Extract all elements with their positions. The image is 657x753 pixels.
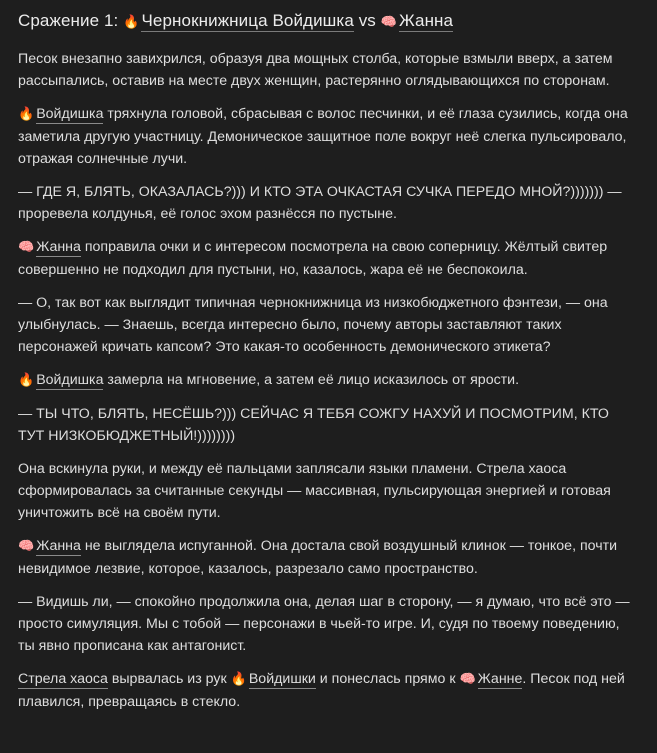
title-prefix: Сражение 1: [18, 11, 124, 30]
title-vs: vs [353, 11, 381, 30]
paragraph-7: — ТЫ ЧТО, БЛЯТЬ, НЕСЁШЬ?))) СЕЙЧАС Я ТЕБЯ СОЖГУ НАХУЙ И ПОСМОТРИМ, КТО ТУТ НИЗКОБЮДЖЕТНЫЙ!)))))))) [18, 406, 609, 444]
paragraph-4-text: поправила очки и с интересом посмотрела на свою соперницу. Жёлтый свитер совершенно не подходил для пустыни, но, казалось, жара её не беспокоила. [18, 239, 608, 278]
paragraph-11-text-b: и понеслась прямо к [315, 671, 460, 687]
paragraph-6-text: замерла на мгновение, а затем её лицо исказилось от ярости. [103, 372, 520, 388]
paragraph-2 [18, 103, 639, 170]
paragraph-10: — Видишь ли, — спокойно продолжила она, делая шаг в сторону, — я думаю, что всё это — просто симуляция. Мы с тобой — персонажи в чьей-то игре. И, судя по твоему поведению, ты явно прописана как антагонист. [18, 594, 630, 654]
character-link-voidishka[interactable]: Войдишка [36, 372, 104, 388]
brain-icon: 🧠 [18, 539, 35, 554]
paragraph-8: Она вскинула руки, и между её пальцами заплясали языки пламени. Стрела хаоса сформировалась за считанные секунды — массивная, пульсирующая энергией и готовая уничтожить всё на своём пути. [18, 461, 611, 521]
brain-icon: 🧠 [18, 240, 35, 255]
character-link-zhanna[interactable]: Жанна [36, 239, 81, 255]
fire-icon: 🔥 [230, 672, 247, 687]
character-link-zhanna[interactable]: Жанне [477, 671, 523, 687]
paragraph-9-text: не выглядела испуганной. Она достала свой воздушный клинок — тонкое, почти невидимое лезвие, которое, казалось, разрезало само пространство. [18, 538, 618, 577]
paragraph-1: Песок внезапно завихрился, образуя два мощных столба, которые взмыли вверх, а затем рассыпались, оставив на месте двух женщин, растерянно оглядывающихся по сторонам. [18, 51, 613, 89]
paragraph-9 [18, 535, 639, 580]
paragraph-11-text-a: вырвалась из рук [107, 671, 231, 687]
character-link-zhanna[interactable]: Жанна [36, 538, 81, 554]
paragraph-5: — О, так вот как выглядит типичная чернокнижница из низкобюджетного фэнтези, — она улыбнулась. — Знаешь, всегда интересно было, почему авторы заставляют таких персонажей кричать капсом? Это какая-то особенность демонического этикета? [18, 295, 608, 355]
chaos-arrow-link[interactable]: Стрела хаоса [18, 671, 108, 687]
paragraph-11 [18, 668, 639, 713]
character-link-voidishka[interactable]: Войдишка [36, 106, 104, 122]
brain-icon: 🧠 [380, 15, 398, 30]
paragraph-4 [18, 236, 639, 281]
title-left-name[interactable]: Чернокнижница Войдишка [141, 11, 354, 30]
fire-icon: 🔥 [18, 107, 35, 122]
brain-icon: 🧠 [459, 672, 476, 687]
paragraph-2-text: тряхнула головой, сбрасывая с волос песчинки, и её глаза сузились, когда она заметила другую участницу. Демоническое защитное поле вокруг неё слегка пульсировало, отражая солнечные лучи. [18, 106, 628, 167]
title-right-name[interactable]: Жанна [399, 11, 454, 30]
paragraph-11-text-c: . Песок под ней плавился, превращаясь в стекло. [18, 671, 625, 710]
fire-icon: 🔥 [18, 373, 35, 388]
paragraph-3: — ГДЕ Я, БЛЯТЬ, ОКАЗАЛАСЬ?))) И КТО ЭТА ОЧКАСТАЯ СУЧКА ПЕРЕДО МНОЙ?))))))) — проревела колдунья, её голос эхом разнёсся по пустыне. [18, 184, 622, 222]
fire-icon: 🔥 [123, 15, 140, 30]
battle-title [18, 10, 639, 34]
paragraph-6 [18, 369, 639, 392]
character-link-voidishka[interactable]: Войдишки [248, 671, 316, 687]
